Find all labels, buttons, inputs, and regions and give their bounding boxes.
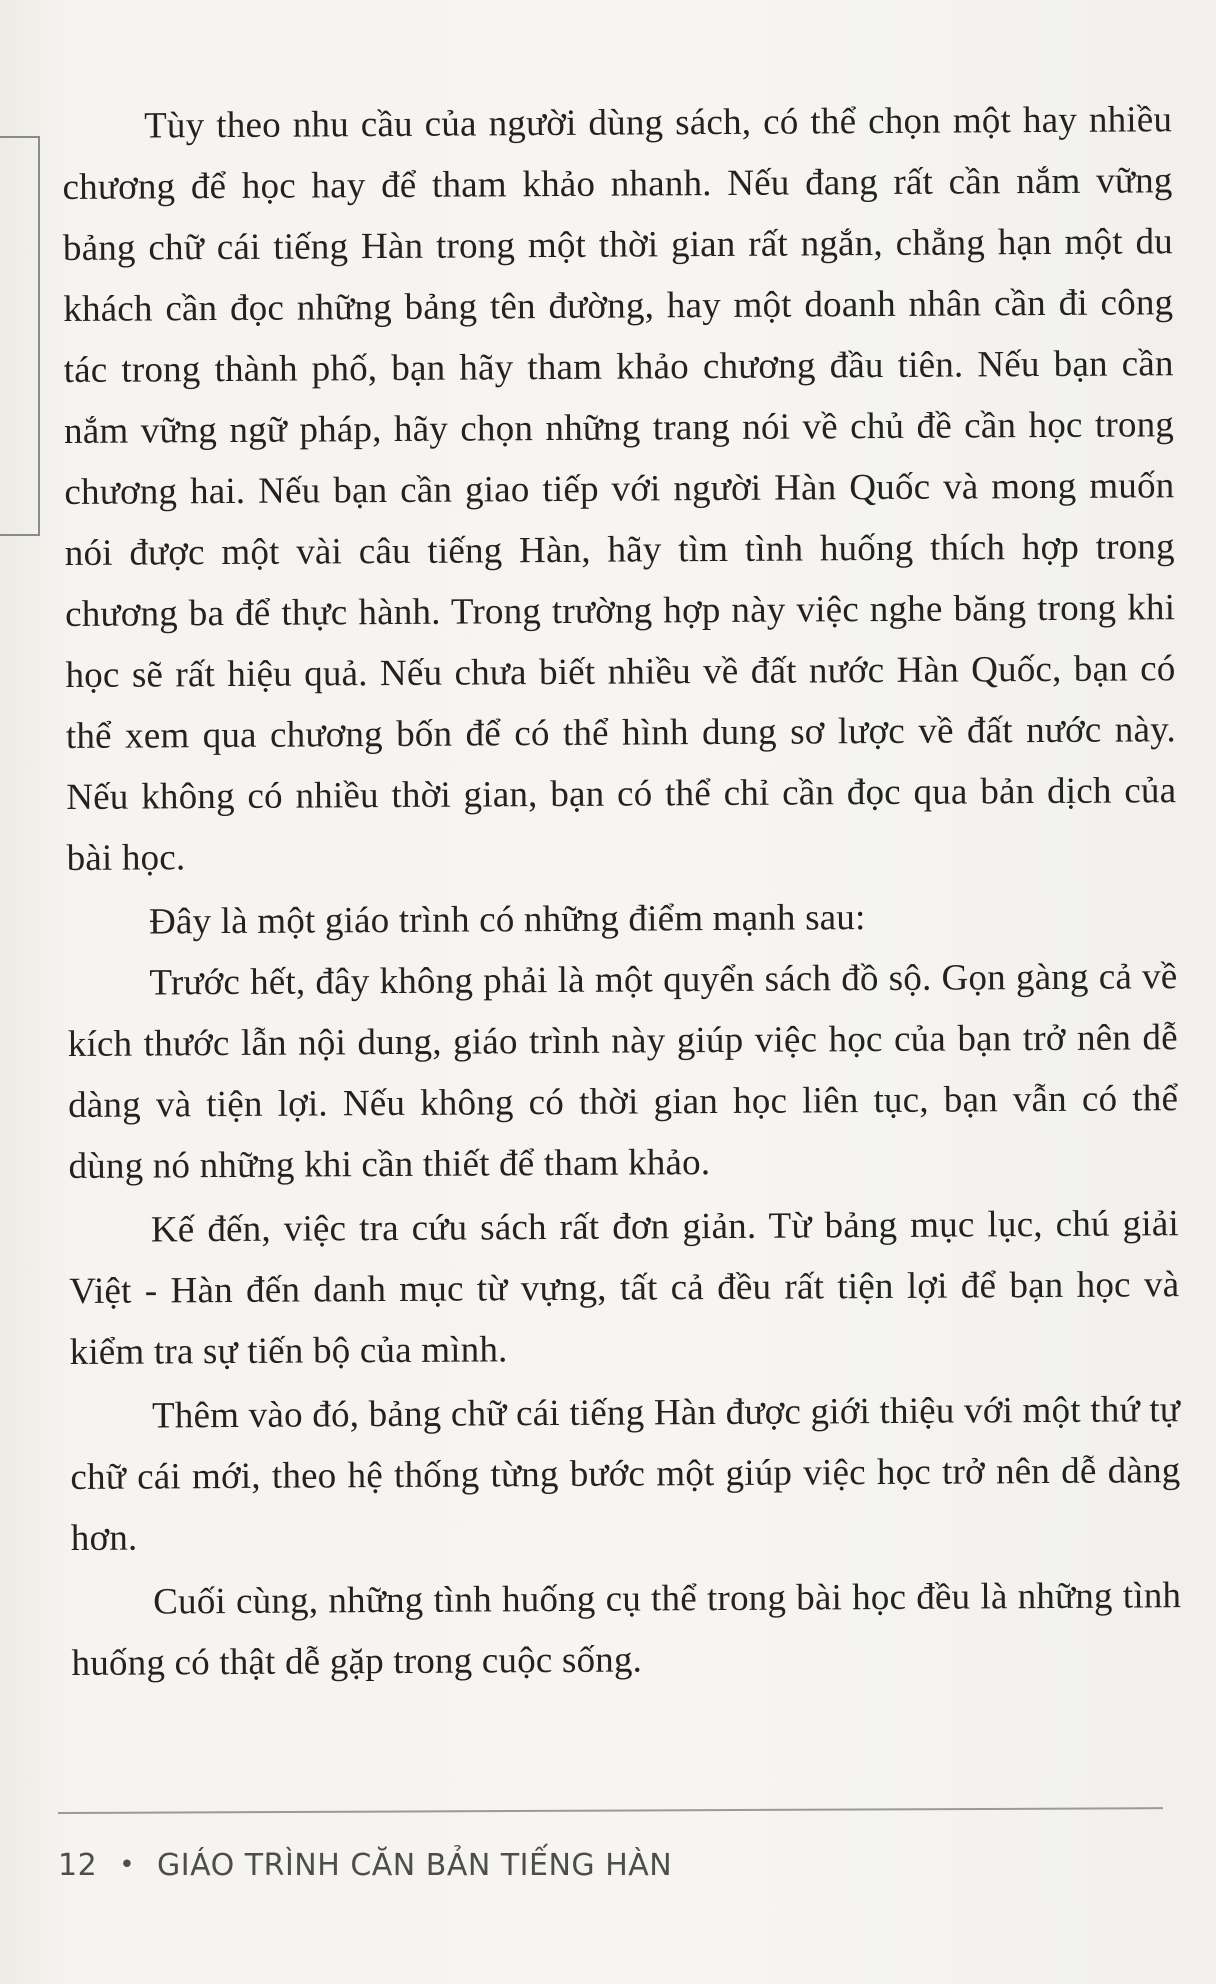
paragraph-strength-situations: Cuối cùng, những tình huống cụ thể trong bài học đều là những tình huống có thật dễ gặp trong cuộc sống. <box>71 1575 1182 1684</box>
paragraph-strength-compact: Trước hết, đây không phải là một quyển sách đồ sộ. Gọn gàng cả về kích thước lẫn nội dung, giáo trình này giúp việc học của bạn trở nên dễ dàng và tiện lợi. Nếu không có thời gian học liên tục, bạn vẫn có thể dùng nó những khi cần thiết để tham khảo. <box>67 956 1179 1187</box>
page-number: 12 <box>58 1848 98 1883</box>
margin-bracket <box>0 136 40 536</box>
paragraph-strengths-intro: Đây là một giáo trình có những điểm mạnh sau: <box>148 897 866 943</box>
page-footer <box>58 1848 672 1883</box>
footer-divider <box>58 1807 1163 1814</box>
footer-separator: • <box>119 1850 136 1880</box>
paragraph-usage: Tùy theo nhu cầu của người dùng sách, có thể chọn một hay nhiều chương để học hay để tham khảo nhanh. Nếu đang rất cần nắm vững bảng chữ cái tiếng Hàn trong một thời gian rất ngắn, chẳng hạn một du khách cần đọc những bảng tên đường, hay một doanh nhân cần đi công tác trong thành phố, bạn hãy tham khảo chương đầu tiên. Nếu bạn cần nắm vững ngữ pháp, hãy chọn những trang nói về chủ đề cần học trong chương hai. Nếu bạn cần giao tiếp với người Hàn Quốc và mong muốn nói được một vài câu tiếng Hàn, hãy tìm tình huống thích hợp trong chương ba để thực hành. Trong trường hợp này việc nghe băng trong khi học sẽ rất hiệu quả. Nếu chưa biết nhiều về đất nước Hàn Quốc, bạn có thể xem qua chương bốn để có thể hình dung sơ lược về đất nước này. Nếu không có nhiều thời gian, bạn có thể chỉ cần đọc qua bản dịch của bài học. <box>62 99 1177 879</box>
body-text <box>62 89 1182 1697</box>
paragraph-strength-lookup: Kế đến, việc tra cứu sách rất đơn giản. Từ bảng mục lục, chú giải Việt - Hàn đến danh mục từ vựng, tất cả đều rất tiện lợi để bạn học và kiểm tra sự tiến bộ của mình. <box>69 1203 1180 1373</box>
paragraph-strength-alphabet: Thêm vào đó, bảng chữ cái tiếng Hàn được giới thiệu với một thứ tự chữ cái mới, theo hệ thống từng bước một giúp việc học trở nên dễ dàng hơn. <box>70 1389 1181 1559</box>
running-title: GIÁO TRÌNH CĂN BẢN TIẾNG HÀN <box>157 1848 673 1883</box>
